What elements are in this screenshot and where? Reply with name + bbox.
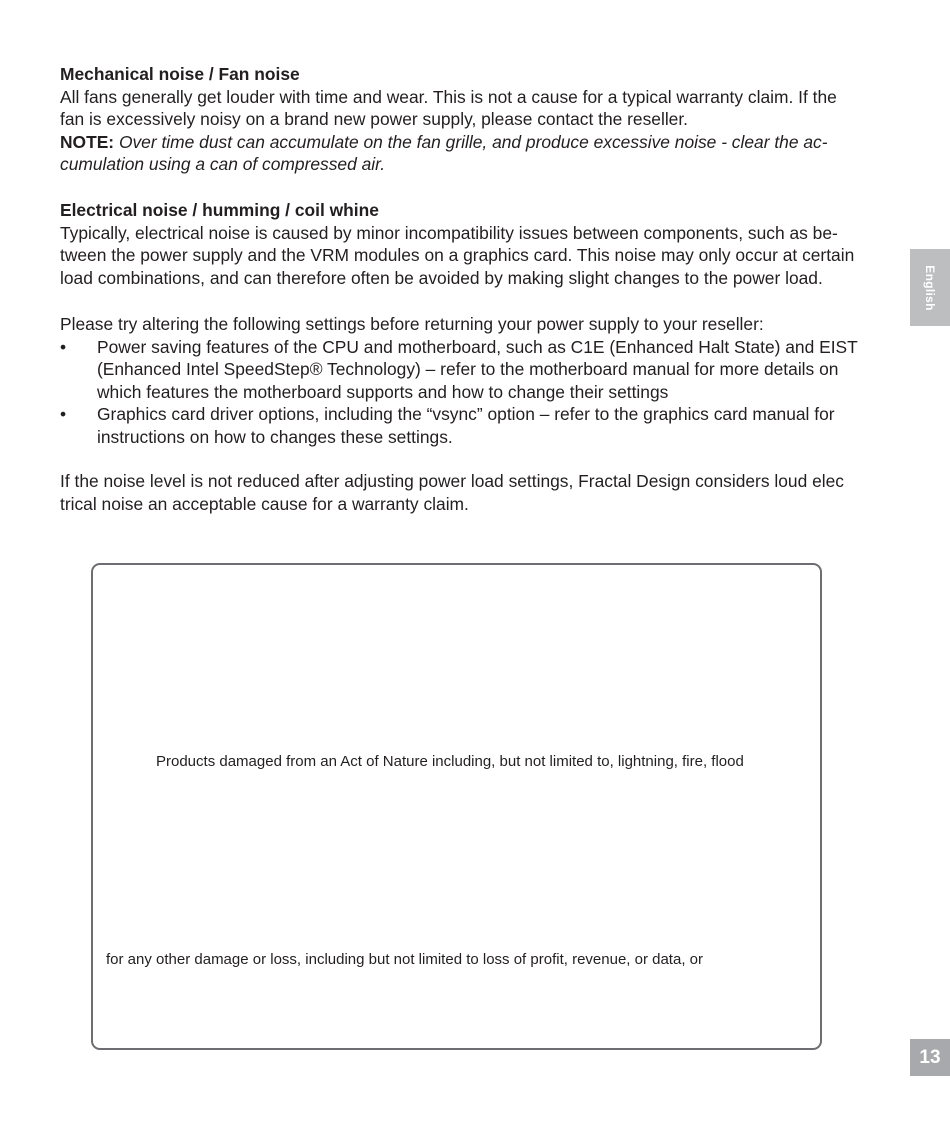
conclusion-line-2: trical noise an acceptable cause for a warranty claim. xyxy=(60,493,469,514)
mechanical-line-2: fan is excessively noisy on a brand new power supply, please contact the reseller. xyxy=(60,109,689,129)
mechanical-line-1: All fans generally get louder with time and wear. This is not a cause for a typical warranty claim. If the xyxy=(60,86,837,107)
mechanical-noise-text xyxy=(60,86,910,131)
note-label: NOTE: xyxy=(60,131,115,152)
warranty-box-line-1: Products damaged from an Act of Nature including, but not limited to, lightning, fire, flood xyxy=(156,753,744,770)
conclusion-text xyxy=(60,470,910,515)
settings-intro: Please try altering the following settings before returning your power supply to your reseller: xyxy=(60,314,764,334)
mechanical-note xyxy=(60,131,910,176)
language-tab-label: English xyxy=(923,264,937,311)
settings-item-1-line-3: which features the motherboard supports and how to change their settings xyxy=(97,381,669,402)
conclusion-line-1: If the noise level is not reduced after adjusting power load settings, Fractal Design considers loud elec xyxy=(60,471,844,491)
language-tab xyxy=(910,249,950,326)
electrical-line-3: load combinations, and can therefore often be avoided by making slight changes to the power load. xyxy=(60,267,823,288)
mechanical-noise-heading: Mechanical noise / Fan noise xyxy=(60,64,300,84)
note-line-1: Over time dust can accumulate on the fan grille, and produce excessive noise - clear the ac- xyxy=(118,131,828,152)
bullet-icon: • xyxy=(60,336,67,357)
settings-item-2-line-2: instructions on how to changes these settings. xyxy=(97,426,453,447)
settings-item-1-line-1: Power saving features of the CPU and motherboard, such as C1E (Enhanced Halt State) and EIST xyxy=(97,336,858,357)
warranty-box xyxy=(91,563,822,1050)
electrical-line-2: tween the power supply and the VRM modules on a graphics card. This noise may only occur at certain xyxy=(60,245,855,265)
note-line-2: cumulation using a can of compressed air. xyxy=(60,154,386,174)
mechanical-noise-section xyxy=(60,63,910,176)
electrical-noise-heading: Electrical noise / humming / coil whine xyxy=(60,200,379,220)
settings-item-2-line-1: Graphics card driver options, including the “vsync” option – refer to the graphics card manual for xyxy=(97,404,835,424)
page-number: 13 xyxy=(910,1039,950,1076)
conclusion-section xyxy=(60,470,910,515)
electrical-noise-text xyxy=(60,222,910,290)
electrical-noise-section xyxy=(60,199,910,289)
settings-item-graphics-driver xyxy=(60,403,910,448)
bullet-icon: • xyxy=(60,404,67,424)
settings-list xyxy=(60,336,910,449)
settings-item-power-saving xyxy=(60,336,910,404)
settings-item-1-line-2: (Enhanced Intel SpeedStep® Technology) – refer to the motherboard manual for more details on xyxy=(97,359,839,379)
warranty-box-line-2: for any other damage or loss, including but not limited to loss of profit, revenue, or data, or xyxy=(106,951,703,968)
electrical-line-1: Typically, electrical noise is caused by minor incompatibility issues between components, such as be- xyxy=(60,222,838,243)
settings-section xyxy=(60,313,910,448)
